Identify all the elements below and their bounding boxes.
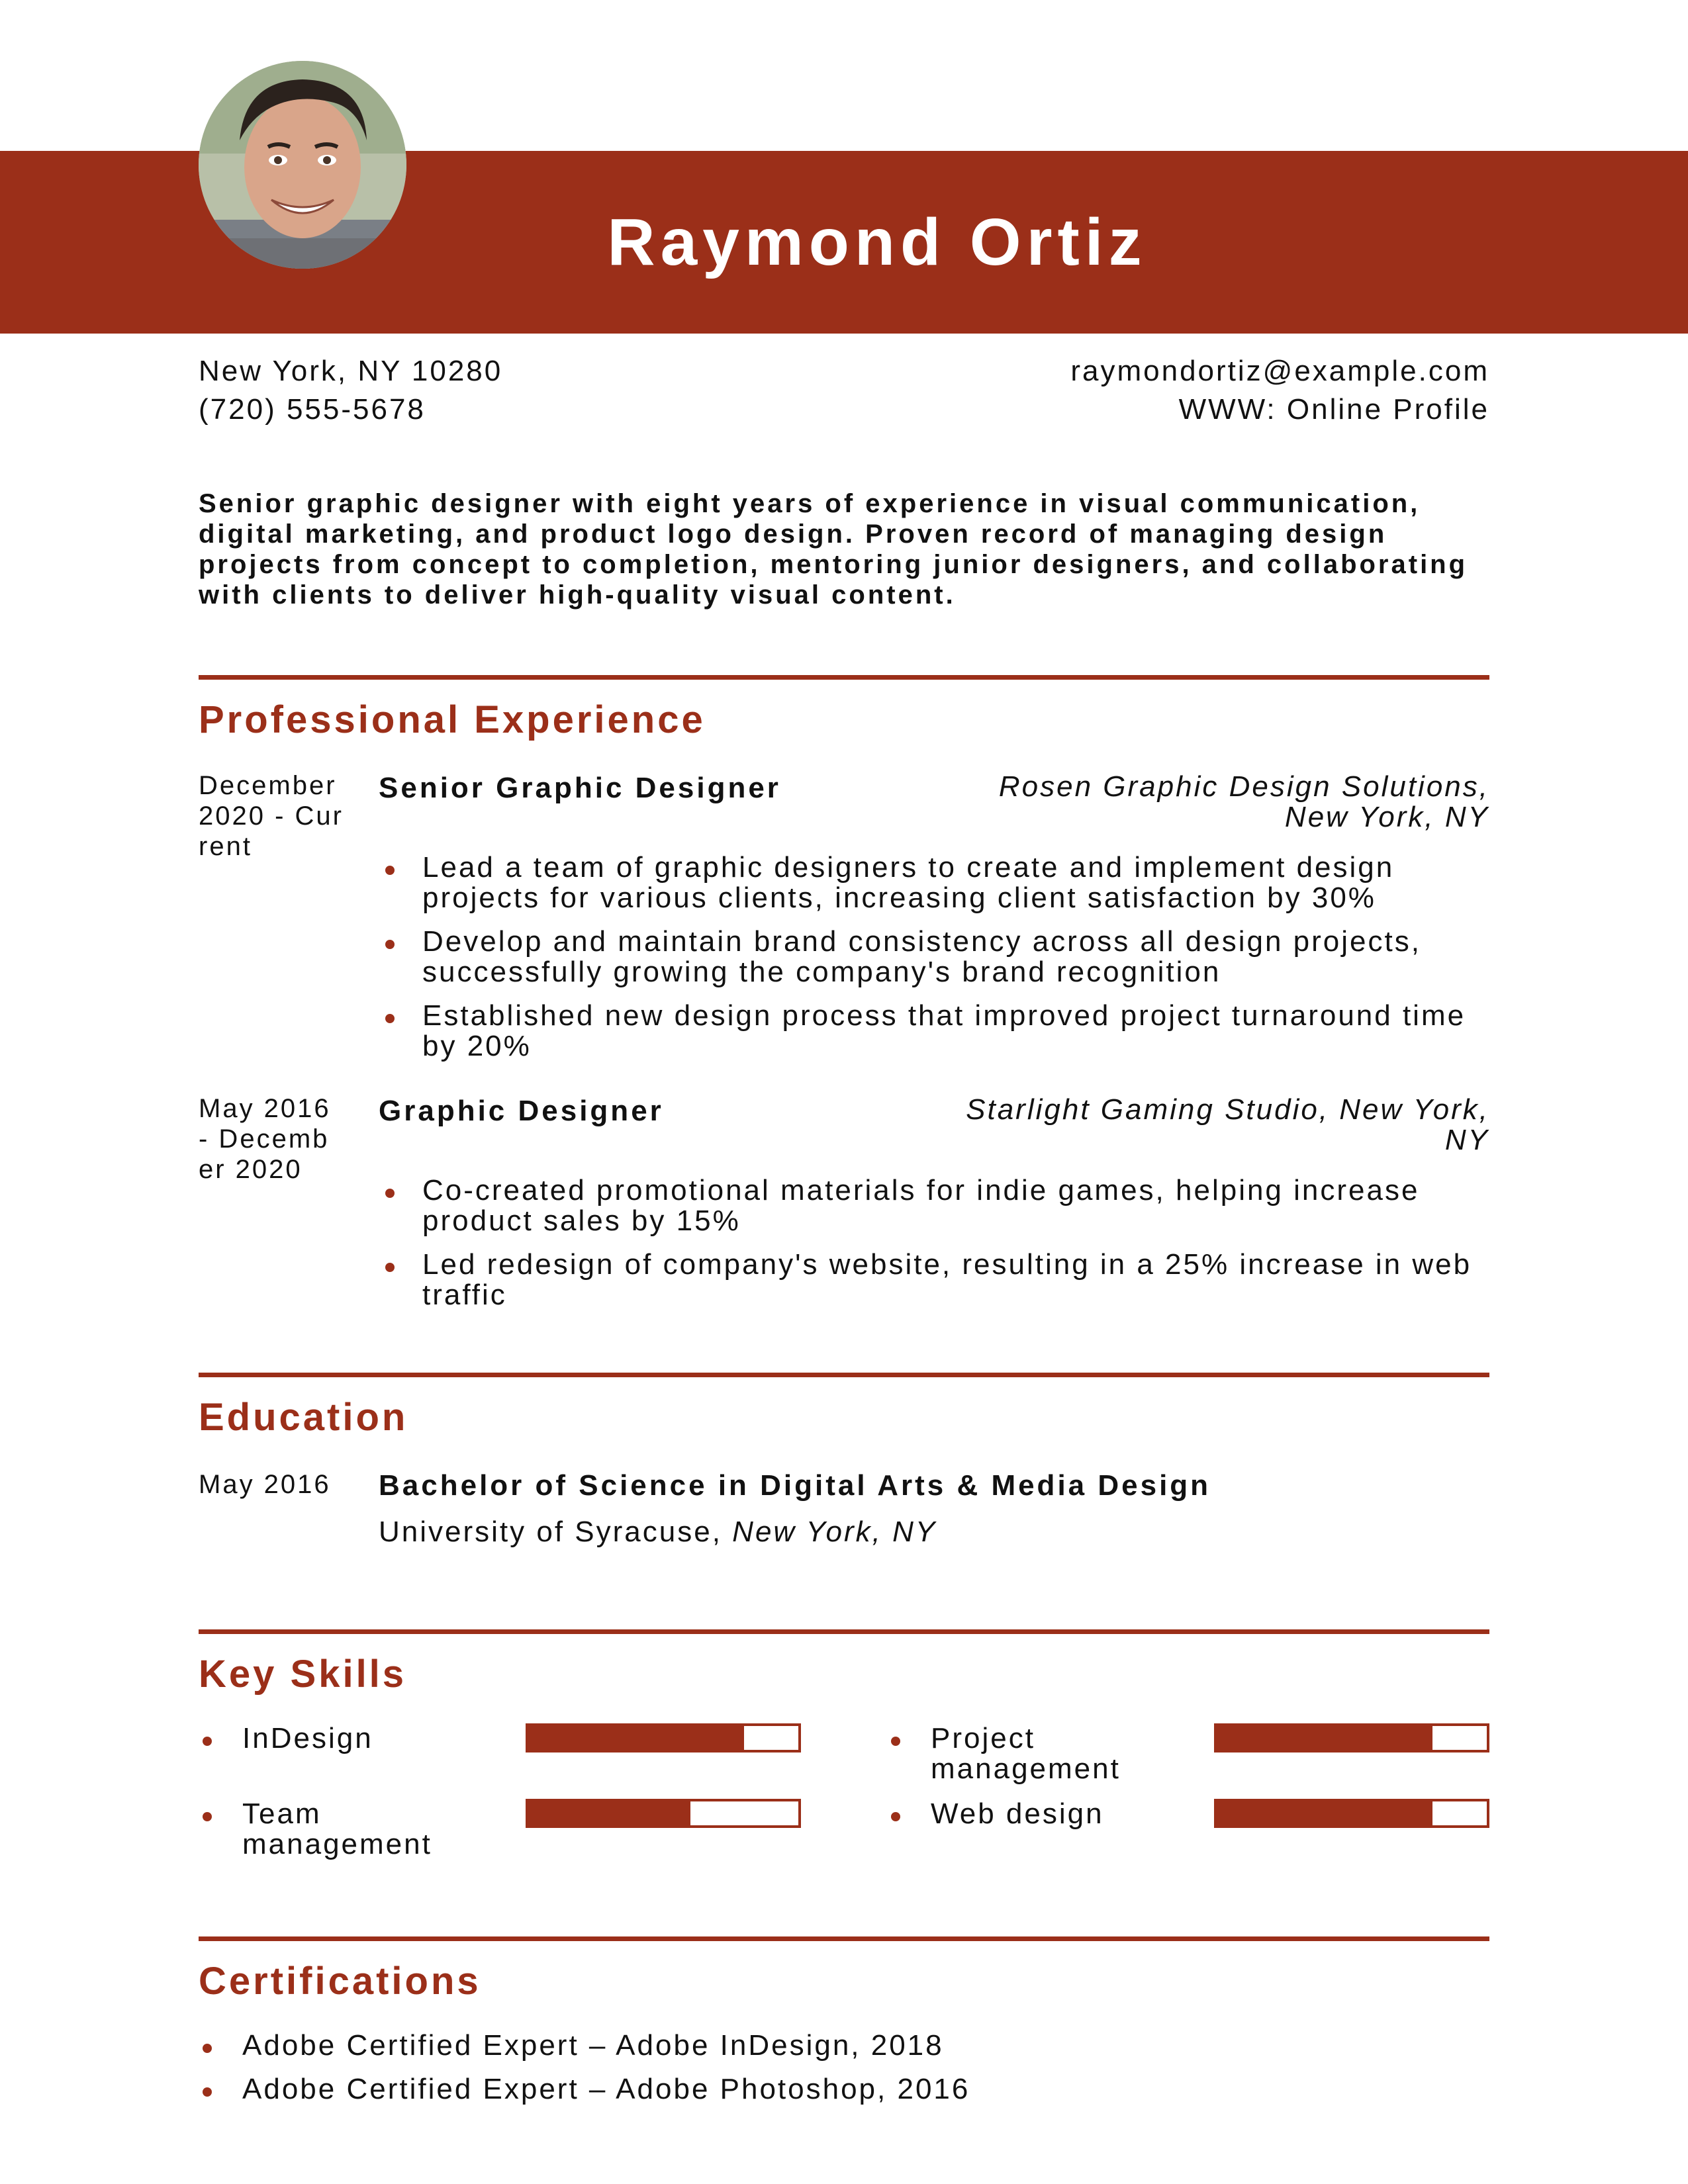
skill-name: Project management (931, 1722, 1121, 1785)
bullet-icon (891, 1737, 900, 1746)
certification-item (199, 2030, 970, 2061)
skill-item (199, 1723, 794, 1790)
job-dates: December 2020 - Current (199, 771, 344, 861)
bullet-text: Develop and maintain brand consistency across all design projects, successfully growing the company's brand recognition (422, 925, 1421, 988)
candidate-name: Raymond Ortiz (607, 205, 1147, 279)
school-name: University of Syracuse, (379, 1516, 722, 1548)
job-bullet (379, 852, 1491, 913)
skill-name: Team management (242, 1797, 432, 1860)
skill-name: Web design (931, 1797, 1104, 1830)
skill-level-fill (528, 1801, 690, 1825)
professional-summary: Senior graphic designer with eight years of experience in visual communication, digital marketing, and product logo design. Proven record of managing design projects from concept to completion, mentoring junior designers, and collaborating with clients to deliver high-quality visual content. (199, 489, 1468, 610)
job-bullet (379, 1175, 1491, 1236)
email-link[interactable]: raymondortiz@example.com (1070, 355, 1489, 387)
job-bullet (379, 1001, 1491, 1062)
bullet-text: Co-created promotional materials for indie games, helping increase product sales by 15% (422, 1174, 1420, 1237)
degree: Bachelor of Science in Digital Arts & Media Design (379, 1469, 1211, 1502)
certification-item (199, 2074, 970, 2105)
bullet-icon (385, 1014, 395, 1023)
school-location: New York, NY (732, 1516, 937, 1548)
bullet-icon (203, 2044, 212, 2053)
school (379, 1516, 937, 1549)
section-divider (199, 1936, 1489, 1941)
skill-item (887, 1799, 1483, 1865)
bullet-text: Led redesign of company's website, resulting in a 25% increase in web traffic (422, 1248, 1472, 1311)
skill-level-fill (1217, 1726, 1432, 1750)
profile-photo (199, 61, 406, 269)
bullet-icon (203, 1737, 212, 1746)
education-date: May 2016 (199, 1470, 331, 1499)
portrait-image (199, 61, 406, 269)
skill-level-fill (528, 1726, 744, 1750)
skills-heading: Key Skills (199, 1653, 407, 1696)
section-divider (199, 675, 1489, 680)
skill-level-bar (526, 1723, 801, 1752)
skill-level-bar (1214, 1799, 1489, 1828)
skill-item (199, 1799, 794, 1865)
job-bullet (379, 1250, 1491, 1310)
bullet-icon (385, 866, 395, 875)
skill-item (887, 1723, 1483, 1790)
certifications-heading: Certifications (199, 1960, 481, 2003)
address: New York, NY 10280 (199, 355, 503, 387)
job-bullet (379, 927, 1491, 987)
job-title: Graphic Designer (379, 1095, 664, 1127)
skill-level-bar (526, 1799, 801, 1828)
bullet-icon (203, 2087, 212, 2097)
job-company: Starlight Gaming Studio, New York, NY (966, 1093, 1489, 1156)
section-divider (199, 1629, 1489, 1634)
job-bullets (379, 852, 1491, 1075)
certification-text: Adobe Certified Expert – Adobe InDesign, 2018 (242, 2029, 944, 2062)
experience-heading: Professional Experience (199, 698, 706, 741)
job-title: Senior Graphic Designer (379, 772, 781, 804)
bullet-text: Established new design process that improved project turnaround time by 20% (422, 999, 1466, 1062)
bullet-text: Lead a team of graphic designers to create and implement design projects for various clients, increasing client satisfaction by 30% (422, 851, 1395, 914)
certification-text: Adobe Certified Expert – Adobe Photoshop, 2016 (242, 2073, 970, 2105)
bullet-icon (203, 1812, 212, 1821)
section-divider (199, 1373, 1489, 1377)
bullet-icon (385, 1189, 395, 1198)
job-company: Rosen Graphic Design Solutions, New York, NY (998, 770, 1489, 833)
skill-level-bar (1214, 1723, 1489, 1752)
job-dates: May 2016 - December 2020 (199, 1094, 331, 1184)
skill-name: InDesign (242, 1722, 373, 1754)
education-heading: Education (199, 1396, 408, 1439)
bullet-icon (385, 1263, 395, 1272)
contact-right (1070, 352, 1489, 429)
website-link[interactable]: WWW: Online Profile (1178, 393, 1489, 426)
job-bullets (379, 1175, 1491, 1324)
phone: (720) 555-5678 (199, 393, 426, 426)
bullet-icon (385, 940, 395, 949)
certifications-list (199, 2030, 970, 2118)
skill-level-fill (1217, 1801, 1432, 1825)
bullet-icon (891, 1812, 900, 1821)
contact-left (199, 352, 502, 429)
